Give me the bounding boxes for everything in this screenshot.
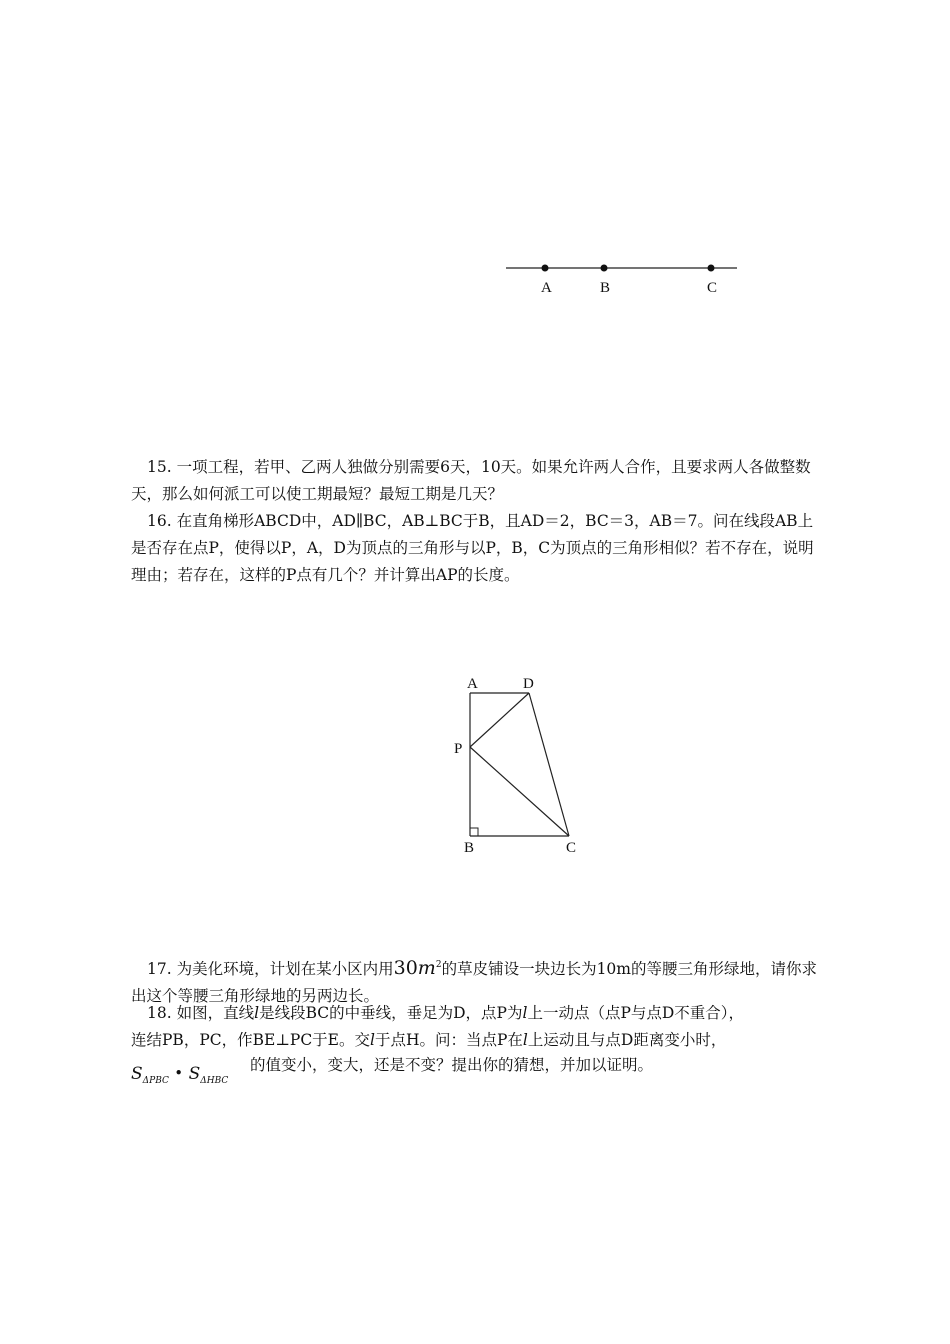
- q18-t3: 上一动点（点P与点D不重合），: [527, 1004, 745, 1022]
- question-18: [131, 1000, 821, 1027]
- label-d: D: [523, 676, 534, 692]
- q17-text-before: 为美化环境，计划在某小区内用: [176, 960, 394, 978]
- q18-tail: [250, 1052, 653, 1079]
- point-c-label: C: [707, 280, 718, 296]
- q18-l-4: l: [522, 1031, 528, 1049]
- q17-area-unit: m: [417, 957, 436, 979]
- q18-t1: 如图，直线: [176, 1004, 255, 1022]
- q15-text: 一项工程，若甲、乙两人独做分别需要6天，10天。如果允许两人合作，且要求两人各做整数天，那么如何派工可以使工期最短？最短工期是几天？: [131, 458, 811, 503]
- segment-pd: [470, 693, 529, 747]
- right-angle-mark: [470, 828, 478, 836]
- label-c: C: [566, 840, 577, 856]
- q17-area-value: 30: [393, 957, 418, 979]
- q18-formula: [131, 1064, 228, 1086]
- q18-s2: S: [188, 1064, 201, 1084]
- line-figure: [500, 255, 745, 305]
- label-p: P: [454, 741, 463, 757]
- question-15: [131, 454, 821, 508]
- q18-t4: 连结PB，PC，作BE⊥PC于E。交: [131, 1031, 370, 1049]
- q17-number: 17.: [147, 960, 172, 978]
- q18-t2: 是线段BC的中垂线，垂足为D，点P为: [259, 1004, 523, 1022]
- question-18-line2: [131, 1027, 821, 1054]
- point-c-dot: [708, 265, 715, 272]
- q16-number: 16.: [147, 512, 172, 530]
- q18-l-3: l: [370, 1031, 375, 1049]
- segment-dc: [529, 693, 569, 836]
- question-16: [131, 508, 821, 589]
- segment-pc: [470, 747, 569, 836]
- point-b-label: B: [600, 280, 611, 296]
- q18-dot: •: [174, 1064, 184, 1082]
- label-a: A: [467, 676, 478, 692]
- q18-t6: 上运动且与点D距离变小时，: [527, 1031, 727, 1049]
- q18-number: 18.: [147, 1004, 172, 1022]
- q17-area-exp: 2: [435, 960, 442, 970]
- q17-text-after: 的草皮铺设一块边长为10m的等腰三角形绿地，请你求出这个等腰三角形绿地的另两边长。: [131, 960, 817, 1005]
- point-a-dot: [542, 265, 549, 272]
- point-a-label: A: [541, 280, 552, 296]
- q18-t5: 于点H。问：当点P在: [374, 1031, 523, 1049]
- q18-s1: S: [131, 1064, 143, 1084]
- q18-l-2: l: [522, 1004, 528, 1022]
- point-b-dot: [601, 265, 608, 272]
- q16-text: 在直角梯形ABCD中，AD∥BC，AB⊥BC于B，且AD＝2，BC＝3，AB＝7。问在线段AB上是否存在点P，使得以P，A，D为顶点的三角形与以P，B，C为顶点的三角形相似？若不存在，说明理由；若存在，这样的P点有几个？并计算出AP的长度。: [131, 512, 814, 584]
- q18-sub2: ΔHBC: [200, 1076, 229, 1086]
- trapezoid-figure: [445, 670, 595, 860]
- q18-l-1: l: [254, 1004, 260, 1022]
- q15-number: 15.: [147, 458, 172, 476]
- q18-t7: 的值变小，变大，还是不变？提出你的猜想，并加以证明。: [250, 1056, 654, 1074]
- q18-sub1: ΔPBC: [142, 1076, 169, 1086]
- q17-area: [394, 957, 442, 979]
- label-b: B: [464, 840, 475, 856]
